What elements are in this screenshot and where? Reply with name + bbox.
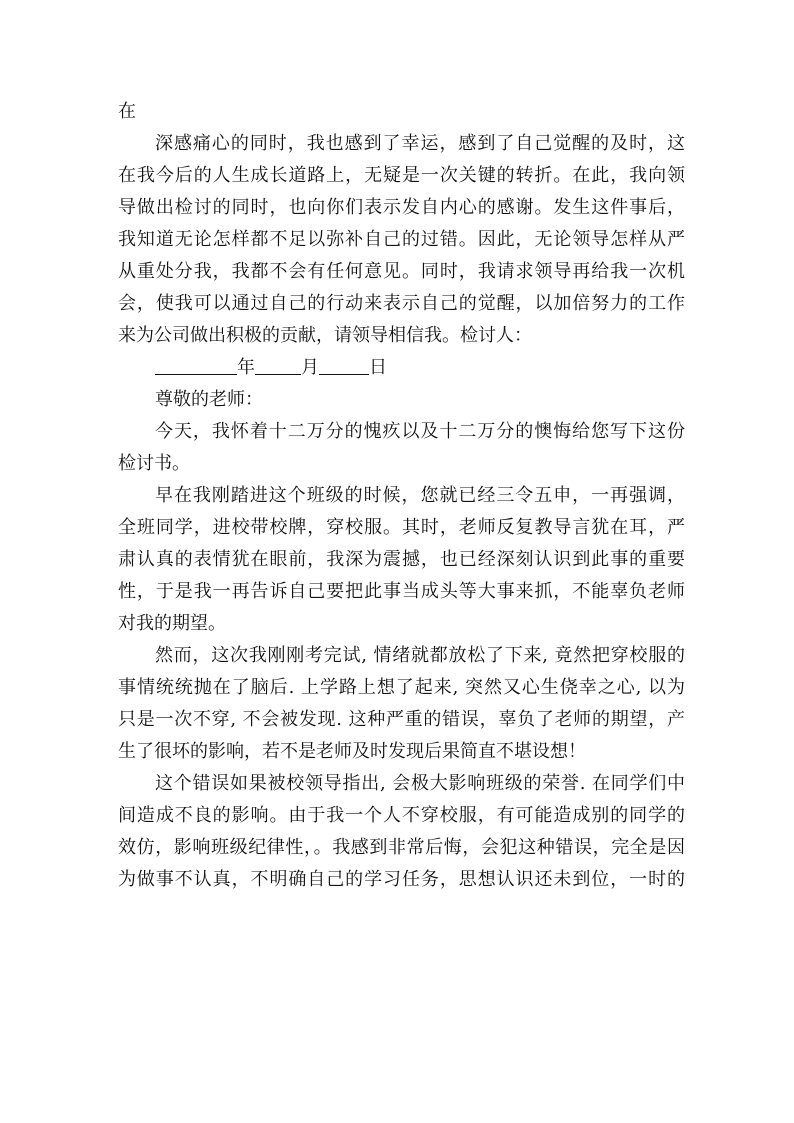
text-line: 检讨书。: [118, 453, 190, 474]
text-line: 我知道无论怎样都不足以弥补自己的过错。因此，无论领导怎样从严: [118, 229, 685, 250]
text-line: 来为公司做出积极的贡献，请领导相信我。检讨人：: [118, 325, 532, 346]
day-blank: [319, 354, 369, 375]
text-line: 性，于是我一再告诉自己要把此事当成头等大事来抓，不能辜负老师: [118, 581, 685, 602]
text-line: 早在我刚踏进这个班级的时候，您就已经三令五申，一再强调，: [155, 485, 685, 506]
text-line: 事情统统抛在了脑后. 上学路上想了起来, 突然又心生侥幸之心, 以为: [118, 677, 685, 698]
month-blank: [255, 354, 301, 375]
text-line: 导做出检讨的同时，也向你们表示发自内心的感谢。发生这件事后，: [118, 197, 685, 218]
text-line: 对我的期望。: [118, 613, 226, 634]
text-line: 为做事不认真，不明确自己的学习任务，思想认识还未到位，一时的: [118, 869, 685, 890]
text-line: 间造成不良的影响。由于我一个人不穿校服，有可能造成别的同学的: [118, 805, 685, 826]
text-line: 然而，这次我刚刚考完试, 情绪就都放松了下来, 竟然把穿校服的: [155, 645, 685, 666]
text-line: 今天，我怀着十二万分的愧疚以及十二万分的懊悔给您写下这份: [155, 421, 685, 442]
apology-letter-part-1: [118, 96, 685, 352]
text-line: 全班同学，进校带校牌，穿校服。其时，老师反复教导言犹在耳，严: [118, 517, 685, 538]
year-blank: [155, 354, 237, 375]
text-line: 这个错误如果被校领导指出, 会极大影响班级的荣誉. 在同学们中: [155, 773, 685, 794]
day-label: 日: [369, 357, 387, 378]
text-line: 只是一次不穿, 不会被发现. 这种严重的错误，辜负了老师的期望，产: [118, 709, 685, 730]
apology-letter-part-2: [118, 384, 685, 896]
text-line: 在: [118, 101, 136, 122]
document-body: [118, 96, 685, 896]
text-line: 深感痛心的同时，我也感到了幸运，感到了自己觉醒的及时，这: [155, 133, 685, 154]
text-line: 尊敬的老师：: [155, 389, 263, 410]
text-line: 生了很坏的影响，若不是老师及时发现后果简直不堪设想！: [118, 741, 586, 762]
text-line: 效仿，影响班级纪律性，。我感到非常后悔，会犯这种错误，完全是因: [118, 837, 685, 858]
text-line: 从重处分我，我都不会有任何意见。同时，我请求领导再给我一次机: [118, 261, 685, 282]
text-line: 肃认真的表情犹在眼前，我深为震撼，也已经深刻认识到此事的重要: [118, 549, 685, 570]
text-line: 在我今后的人生成长道路上，无疑是一次关键的转折。在此，我向领: [118, 165, 685, 186]
month-label: 月: [301, 357, 319, 378]
text-line: 会，使我可以通过自己的行动来表示自己的觉醒，以加倍努力的工作: [118, 293, 685, 314]
date-line: [118, 352, 685, 384]
year-label: 年: [237, 357, 255, 378]
